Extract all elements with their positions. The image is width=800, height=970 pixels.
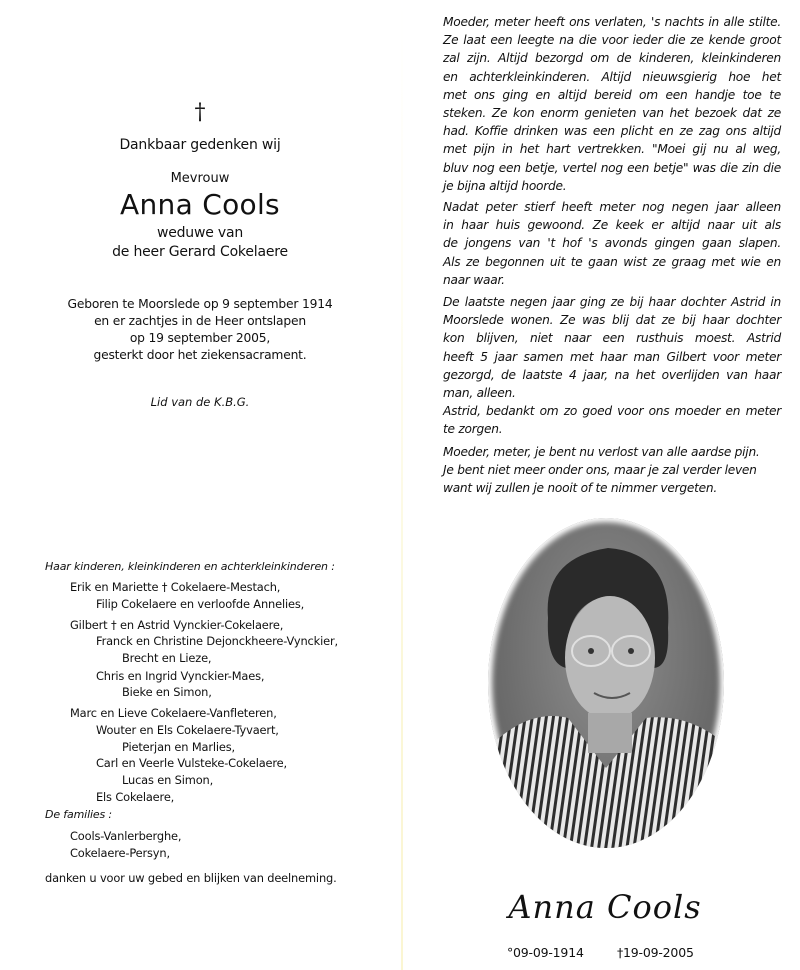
tribute-line: heeft 5 jaar samen met haar man Gilbert voor meter [443, 349, 781, 364]
tribute-line: man, alleen. [443, 386, 516, 401]
family-name: Cokelaere-Persyn, [70, 846, 170, 860]
life-line: Geboren te Moorslede op 9 september 1914 [67, 297, 333, 311]
families-heading: De families : [45, 808, 112, 821]
husband-name: de heer Gerard Cokelaere [112, 244, 288, 260]
tribute-line: en achterkleinkinderen. Altijd nieuwsgierig hoe het [443, 69, 781, 84]
tribute-line: Als ze begonnen uit te gaan wist ze graag met wie en [443, 254, 781, 269]
title-text: Mevrouw [170, 171, 230, 186]
deceased-name: Anna Cools [120, 188, 280, 221]
tribute-line: Je bent niet meer onder ons, maar je zal verder leven [443, 463, 757, 478]
tribute-line: gezorgd, de laatste 4 jaar, na het overlijden van haar [443, 367, 781, 382]
tribute-paragraph [443, 293, 781, 439]
tribute-line: had. Koffie drinken was een plicht en ze zag ons altijd [443, 124, 781, 139]
tribute-line: Moeder, meter heeft ons verlaten, 's nachts in alle stilte. [443, 15, 781, 29]
tribute-line: kon blijven, niet naar een rusthuis moest. Astrid [443, 331, 781, 346]
life-line: en er zachtjes in de Heer ontslapen [94, 314, 306, 328]
death-date: †19-09-2005 [617, 945, 694, 960]
tribute-line: te zorgen. [443, 422, 503, 437]
tribute-line: Moorslede wonen. Ze was blij dat ze bij haar dochter [443, 313, 781, 328]
family-member: Bieke en Simon, [122, 685, 212, 699]
tribute-paragraph [443, 443, 781, 498]
cross-icon: † [194, 100, 206, 125]
card-fold-line [401, 0, 403, 970]
tribute-line: Moeder, meter, je bent nu verlost van alle aardse pijn. [443, 445, 760, 459]
intro-text: Dankbaar gedenken wij [119, 137, 281, 153]
tribute-paragraph [443, 198, 781, 289]
tribute-line: Ze laat een leegte na die voor ieder die ze kende groot [443, 33, 781, 48]
tribute-line: bluv nog een betje, vertel nog een betje" was die zin die [443, 160, 781, 175]
signature-name: Anna Cools [508, 888, 702, 926]
family-member: Lucas en Simon, [122, 773, 214, 787]
family-member: Gilbert † en Astrid Vynckier-Cokelaere, [70, 618, 284, 632]
family-member: Brecht en Lieze, [122, 651, 212, 665]
tribute-line: met ons ging en altijd bereid om een handje toe te [443, 87, 781, 102]
closing-text: danken u voor uw gebed en blijken van deelneming. [45, 871, 337, 885]
tribute-line: want wij zullen je nooit of te nimmer vergeten. [443, 481, 717, 496]
tribute-paragraph [443, 13, 781, 195]
family-member: Filip Cokelaere en verloofde Annelies, [96, 597, 305, 611]
portrait-illustration [488, 518, 724, 848]
tribute-line: je bijna altijd hoorde. [443, 178, 567, 193]
family-member: Carl en Veerle Vulsteke-Cokelaere, [96, 756, 288, 770]
membership-text: Lid van de K.B.G. [150, 395, 250, 409]
portrait-photo [488, 518, 724, 848]
family-name: Cools-Vanlerberghe, [70, 829, 182, 843]
widow-of-text: weduwe van [156, 225, 244, 241]
birth-date: °09-09-1914 [507, 945, 584, 960]
family-member: Marc en Lieve Cokelaere-Vanfleteren, [70, 706, 277, 720]
tribute-line: De laatste negen jaar ging ze bij haar dochter Astrid in [443, 295, 781, 309]
tribute-line: zal zijn. Altijd bezorgd om de kinderen, kleinkinderen [443, 51, 781, 66]
tribute-line: de jongens van 't hof 's avonds gingen gaan slapen. [443, 236, 781, 251]
children-heading: Haar kinderen, kleinkinderen en achterkleinkinderen : [45, 560, 335, 573]
family-member: Franck en Christine Dejonckheere-Vynckier, [96, 634, 338, 648]
family-member: Pieterjan en Marlies, [122, 740, 236, 754]
family-member: Chris en Ingrid Vynckier-Maes, [96, 669, 265, 683]
family-member: Erik en Mariette † Cokelaere-Mestach, [70, 580, 281, 594]
tribute-line: Astrid, bedankt om zo goed voor ons moeder en meter [443, 404, 781, 419]
life-line: gesterkt door het ziekensacrament. [93, 348, 307, 362]
tribute-line: in haar huis gewoond. Ze keek er altijd naar uit als [443, 218, 781, 233]
tribute-line: naar waar. [443, 272, 505, 287]
life-line: op 19 september 2005, [129, 331, 271, 345]
tribute-line: Nadat peter stierf heeft meter nog negen jaar alleen [443, 200, 781, 214]
tribute-line: met pijn in het hart vertrekken. "Moei gij nu al weg, [443, 142, 781, 157]
family-member: Wouter en Els Cokelaere-Tyvaert, [96, 723, 279, 737]
family-member: Els Cokelaere, [96, 790, 175, 804]
tribute-line: steken. Ze kon enorm genieten van het bezoek dat ze [443, 106, 781, 121]
